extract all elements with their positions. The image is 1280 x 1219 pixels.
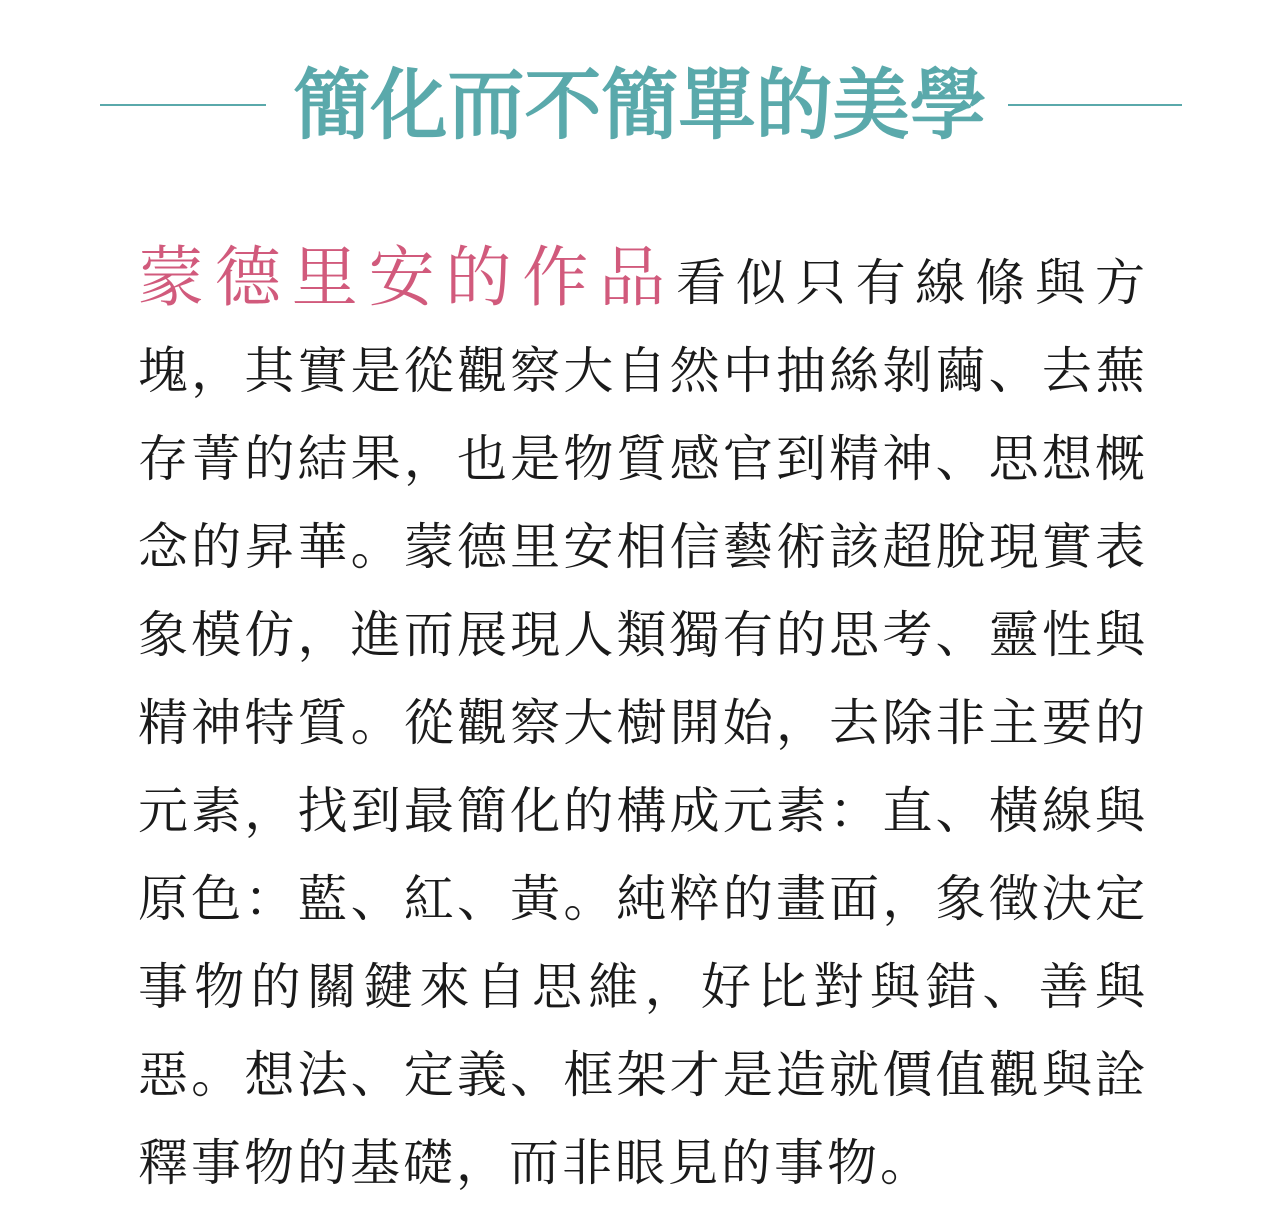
article-text: 看似只有線條與方塊，其實是從觀察大自然中抽絲剝繭、去蕪存菁的結果，也是物質感官到精神、思想概念的昇華。蒙德里安相信藝術該超脫現實表象模仿，進而展現人類獨有的思考、靈性與精神特質。從觀察大樹開始，去除非主要的元素，找到最簡化的構成元素：直、橫線與原色：藍、紅、黃。純粹的畫面，象徵決定事物的關鍵來自思維，好比對與錯、善與惡。想法、定義、框架才是造就價值觀與詮釋事物的基礎，而非眼見的事物。	[138, 254, 1148, 1192]
section-title: 簡化而不簡單的美學	[293, 61, 987, 151]
article-paragraph	[138, 234, 1148, 1207]
section-header	[0, 56, 1280, 156]
header-rule-right	[1008, 104, 1182, 106]
article-lead: 蒙德里安的作品	[138, 239, 676, 316]
header-rule-left	[100, 104, 266, 106]
